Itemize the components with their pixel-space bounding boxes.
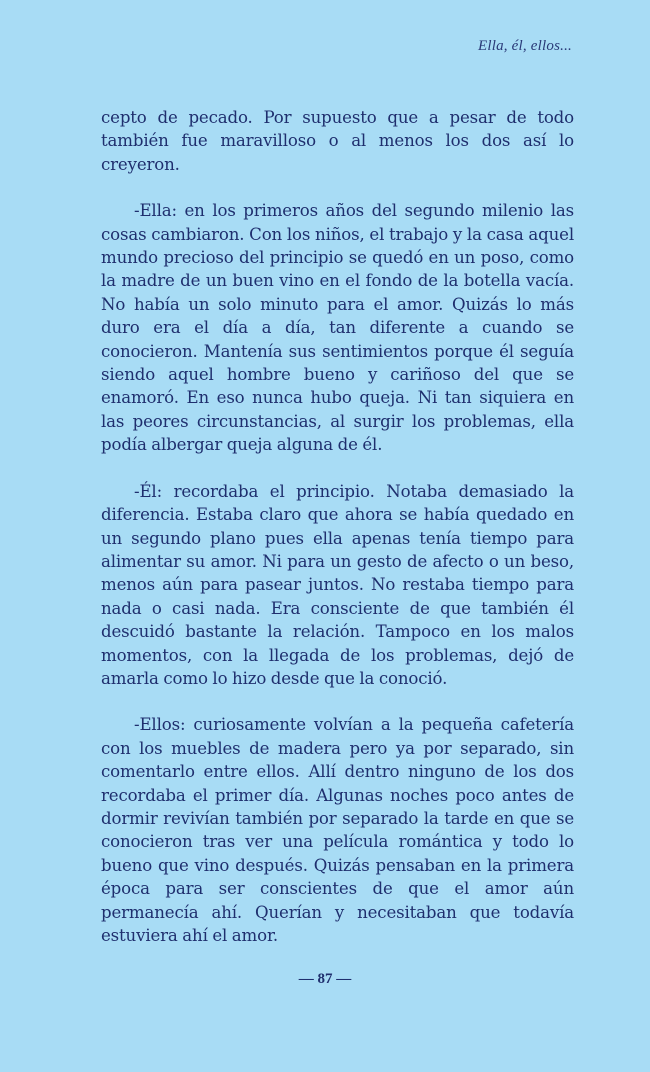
page-number: — 87 — (298, 971, 352, 987)
paragraph-ella: -Ella: en los primeros años del segundo milenio las cosas cambiaron. Con los niños, el trabajo y la casa aquel mundo precioso del principio se quedó en un poso, como la madre de un buen vino en el fondo de la botella vacía. No había un solo minuto para el amor. Quizás lo más duro era el día a día, tan diferente a cuando se conocieron. Mantenía sus sentimientos porque él seguía siendo aquel hombre bueno y cariñoso del que se enamoró. En eso nunca hubo queja. Ni tan siquiera en las peores circunstancias, al surgir los problemas, ella podía albergar queja alguna de él. (101, 201, 574, 455)
paragraph-continuation: cepto de pecado. Por supuesto que a pesar de todo también fue maravilloso o al menos los dos así lo creyeron. (101, 108, 574, 174)
paragraph-ellos: -Ellos: curiosamente volvían a la pequeña cafetería con los muebles de madera pero ya por separado, sin comentarlo entre ellos. Allí dentro ninguno de los dos recordaba el primer día. Algunas noches poco antes de dormir revivían también por separado la tarde en que se conocieron tras ver una película romántica y todo lo bueno que vino después. Quizás pensaban en la primera época para ser conscientes de que el amor aún permanecía ahí. Querían y necesitaban que todavía estuviera ahí el amor. (101, 715, 574, 945)
paragraph-el: -Él: recordaba el principio. Notaba demasiado la diferencia. Estaba claro que ahora se había quedado en un segundo plano pues ella apenas tenía tiempo para alimentar su amor. Ni para un gesto de afecto o un beso, menos aún para pasear juntos. No restaba tiempo para nada o casi nada. Era consciente de que también él descuidó bastante la relación. Tampoco en los malos momentos, con la llegada de los problemas, dejó de amarla como lo hizo desde que la conoció. (101, 481, 574, 688)
body-text (101, 106, 574, 970)
running-header: Ella, él, ellos... (477, 38, 572, 54)
